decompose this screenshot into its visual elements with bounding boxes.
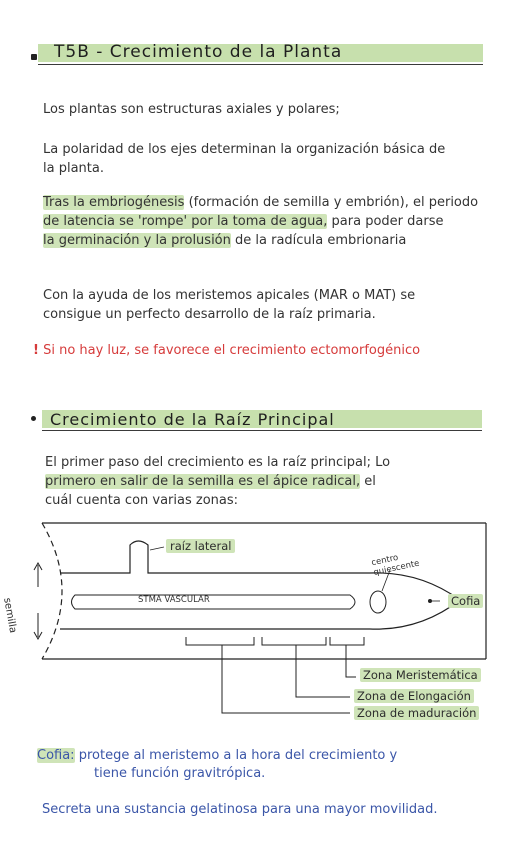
section2-line-2	[45, 472, 376, 491]
highlight-apice: primero en salir de la semilla es el ápice radical,	[45, 474, 361, 489]
label-semilla: semilla	[1, 597, 19, 634]
section2-line-1: El primer paso del crecimiento es la raíz principal; Lo	[45, 455, 391, 470]
warning-line	[33, 341, 420, 360]
paragraph-3-line-3	[43, 231, 406, 250]
bracket-elongacion	[262, 637, 350, 697]
text-fragment: protege al meristemo a la hora del crecimiento y	[78, 748, 398, 763]
cofia-dot	[428, 599, 432, 603]
text-fragment: para poder darse	[327, 214, 444, 229]
section2-line-3: cuál cuenta con varias zonas:	[45, 493, 239, 508]
label-zona-maduracion: Zona de maduración	[354, 706, 479, 720]
paragraph-4-line-1: Con la ayuda de los meristemos apicales (MAR o MAT) se	[43, 288, 416, 303]
warning-text: Si no hay luz, se favorece el crecimiento ectomorfogénico	[43, 343, 421, 358]
quiescent-center	[370, 591, 386, 613]
highlight-latencia: de latencia se 'rompe' por la toma de agua,	[43, 214, 328, 229]
label-zona-elongacion: Zona de Elongación	[354, 689, 474, 703]
label-cofia: Cofia	[448, 594, 483, 608]
vascular-tissue	[72, 595, 356, 609]
lateral-pointer	[150, 547, 164, 550]
bullet-icon	[31, 54, 37, 60]
cofia-secretion-text: Secreta una sustancia gelatinosa para una mayor movilidad.	[42, 802, 438, 817]
term-cofia: Cofia:	[37, 748, 75, 763]
label-raiz-lateral: raíz lateral	[166, 539, 235, 553]
cofia-definition-line-1	[37, 746, 397, 765]
paragraph-3-line-2	[43, 212, 443, 231]
warning-icon: !	[33, 343, 39, 358]
title-underline	[38, 64, 483, 65]
text-fragment: (formación de semilla y embrión), el periodo	[184, 195, 479, 210]
paragraph-4-line-2: consigue un perfecto desarrollo de la raíz primaria.	[43, 307, 376, 322]
paragraph-2-line-1: La polaridad de los ejes determinan la organización básica de	[43, 142, 446, 157]
cofia-definition-line-2: tiene función gravitrópica.	[94, 766, 266, 781]
title-underline	[42, 430, 482, 431]
text-fragment: el	[360, 474, 376, 489]
text-fragment: de la radícula embrionaria	[230, 233, 407, 248]
seed-arc	[42, 523, 62, 659]
paragraph-2-line-2: la planta.	[43, 161, 104, 176]
bracket-maduracion	[186, 637, 350, 713]
highlight-embriogenesis: Tras la embriogénesis	[43, 195, 185, 210]
bullet-icon	[31, 416, 36, 421]
paragraph-1: Los plantas son estructuras axiales y polares;	[43, 102, 340, 117]
bracket-meristematica	[330, 637, 364, 677]
label-centro-quiescente: centro quiescente	[370, 552, 421, 579]
section-title: Crecimiento de la Raíz Principal	[50, 410, 335, 429]
label-stma-vascular: STMA VASCULAR	[138, 595, 210, 605]
page-title: T5B - Crecimiento de la Planta	[54, 42, 343, 62]
label-zona-meristematica: Zona Meristemática	[360, 668, 481, 682]
paragraph-3-line-1	[43, 193, 478, 212]
highlight-germinacion: la germinación y la prolusión	[43, 233, 231, 248]
